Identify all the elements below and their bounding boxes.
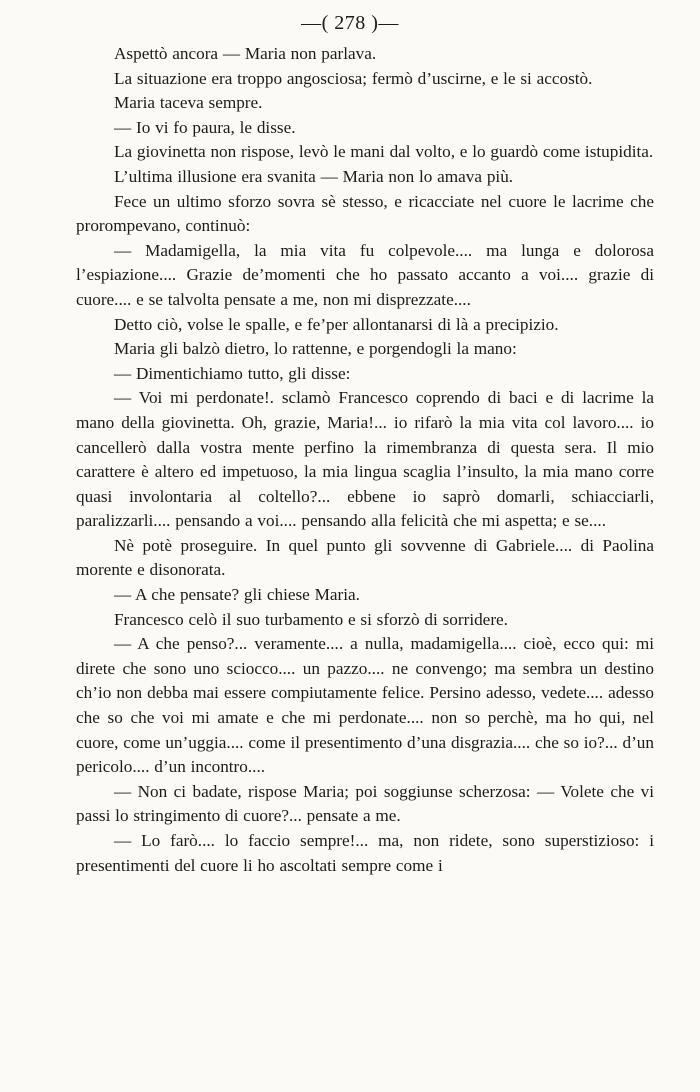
paragraph: Aspettò ancora — Maria non parlava. [114,44,377,63]
paragraph: — Io vi fo paura, le disse. [114,117,296,137]
paragraph: Fece un ultimo sforzo sovra sè stesso, e ricacciate nel cuore le lacrime che prorompevano, continuò: [76,191,654,236]
page-number: —( 278 )— [301,12,399,34]
paragraph: — A che pensate? gli chiese Maria. [114,585,360,605]
paragraph: Detto ciò, volse le spalle, e fe’per allontanarsi di là a precipizio. [114,314,559,334]
paragraph: — Non ci badate, rispose Maria; poi soggiunse scherzosa: — Volete che vi passi lo stringimento di cuore?... pensate a me. [76,781,654,826]
paragraph: — Voi mi perdonate!. sclamò Francesco coprendo di baci e di lacrime la mano della giovinetta. Oh, grazie, Maria!... io rifarò la mia vita col lavoro.... io cancellerò dalla vostra mente perfino la rimembranza di questa sera. Il mio carattere è altero ed impetuoso, la mia lingua scaglia l’insulto, la mia mano corre quasi involontaria al coltello?... ebbene io saprò domarli, schiacciarli, paralizzarli.... pensando a voi.... pensando alla felicità che mi aspetta; e se.... [76,388,654,531]
paragraph: — Madamigella, la mia vita fu colpevole.... ma lunga e dolorosa l’espiazione.... Grazie de’momenti che ho passato accanto a voi.... grazie di cuore.... e se talvolta pensate a me, non mi disprezzate.... [76,240,654,309]
paragraph: La giovinetta non rispose, levò le mani dal volto, e lo guardò come istupidita. [114,142,654,162]
paragraph: Nè potè proseguire. In quel punto gli sovvenne di Gabriele.... di Paolina morente e disonorata. [76,535,654,580]
paragraph: L’ultima illusione era svanita — Maria non lo amava più. [114,166,514,186]
paragraph: Francesco celò il suo turbamento e si sforzò di sorridere. [114,609,508,629]
paragraph: — Dimentichiamo tutto, gli disse: [114,363,351,383]
paragraph: Maria gli balzò dietro, lo rattenne, e porgendogli la mano: [114,339,517,359]
paragraph: Maria taceva sempre. [114,93,263,113]
body-text [76,42,654,878]
paragraph: — A che penso?... veramente.... a nulla, madamigella.... cioè, ecco qui: mi direte che sono uno sciocco.... un pazzo.... ne convengo; ma sembra un destino ch’io non debba mai essere compiutamente felice. Persino adesso, vedete.... adesso che so che voi mi amate e che mi perdonate.... non so perchè, ma ho qui, nel cuore, come un’uggia.... come il presentimento d’una disgrazia.... che so io?... d’un pericolo.... d’un incontro.... [76,634,654,777]
paragraph: La situazione era troppo angosciosa; fermò d’uscirne, e le si accostò. [114,68,593,88]
paragraph: — Lo farò.... lo faccio sempre!... ma, non ridete, sono superstizioso: i presentimenti del cuore li ho ascoltati sempre come i [76,831,654,875]
